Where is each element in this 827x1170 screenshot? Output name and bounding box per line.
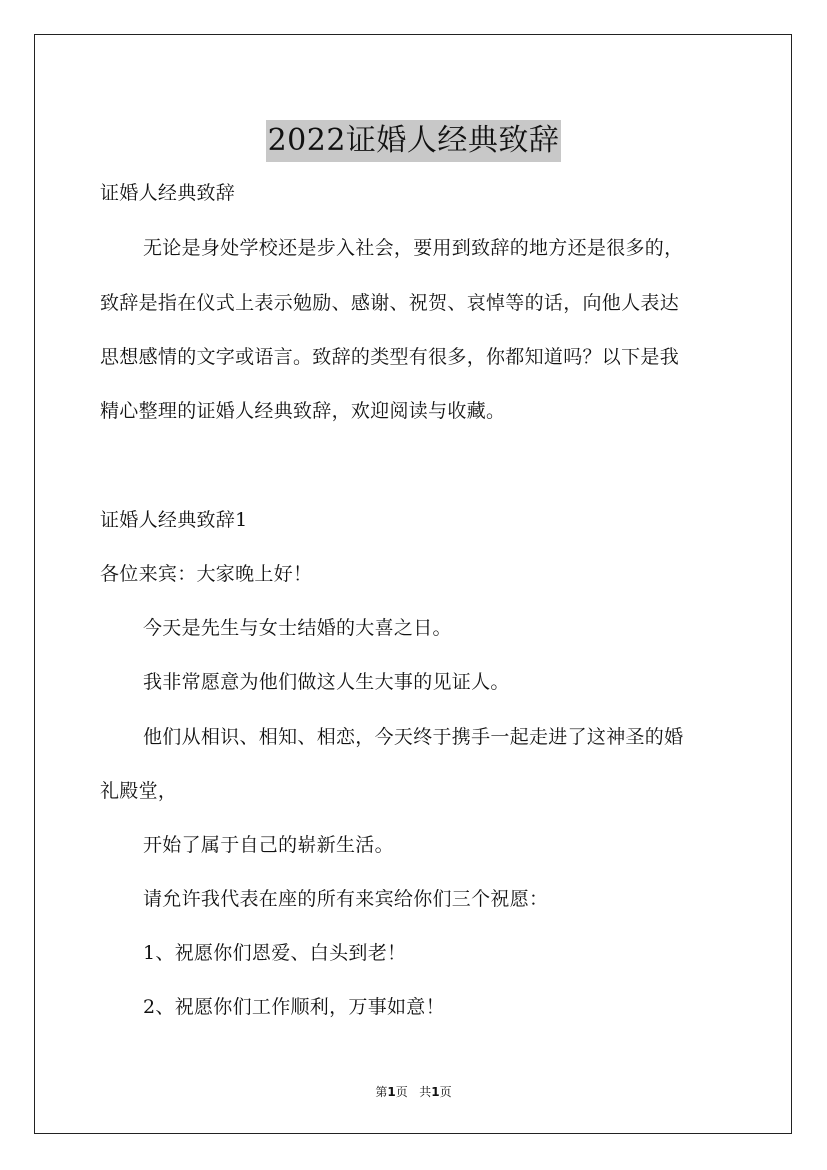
section-heading: 证婚人经典致辞1 <box>100 509 248 531</box>
intro-line-3: 思想感情的文字或语言。致辞的类型有很多，你都知道吗？以下是我 <box>100 346 680 368</box>
greeting: 各位来宾：大家晚上好！ <box>100 563 313 585</box>
footer-page-suffix: 页 <box>395 1085 408 1099</box>
footer-total-number: 1 <box>431 1085 440 1099</box>
body-line-4: 礼殿堂， <box>100 780 178 802</box>
intro-line-2: 致辞是指在仪式上表示勉励、感谢、祝贺、哀悼等的话，向他人表达 <box>100 292 680 314</box>
body-line-5: 开始了属于自己的崭新生活。 <box>143 834 394 856</box>
body-line-8: 2、祝愿你们工作顺利，万事如意！ <box>143 996 445 1018</box>
body-line-7: 1、祝愿你们恩爱、白头到老！ <box>143 942 407 964</box>
document-subtitle: 证婚人经典致辞 <box>100 182 236 204</box>
document-title: 2022证婚人经典致辞 <box>266 120 562 162</box>
body-line-2: 我非常愿意为他们做这人生大事的见证人。 <box>143 671 510 693</box>
footer-page-number: 1 <box>387 1085 396 1099</box>
footer-total-suffix: 页 <box>439 1085 452 1099</box>
footer-total-prefix: 共 <box>419 1085 432 1099</box>
body-line-6: 请允许我代表在座的所有来宾给你们三个祝愿： <box>143 888 549 910</box>
title-container <box>0 100 827 182</box>
body-line-3: 他们从相识、相知、相恋，今天终于携手一起走进了这神圣的婚 <box>143 726 684 748</box>
intro-line-1: 无论是身处学校还是步入社会，要用到致辞的地方还是很多的， <box>143 237 684 259</box>
page-footer <box>0 1084 827 1100</box>
intro-line-4: 精心整理的证婚人经典致辞，欢迎阅读与收藏。 <box>100 400 506 422</box>
body-line-1: 今天是先生与女士结婚的大喜之日。 <box>143 617 452 639</box>
footer-page-prefix: 第 <box>375 1085 388 1099</box>
